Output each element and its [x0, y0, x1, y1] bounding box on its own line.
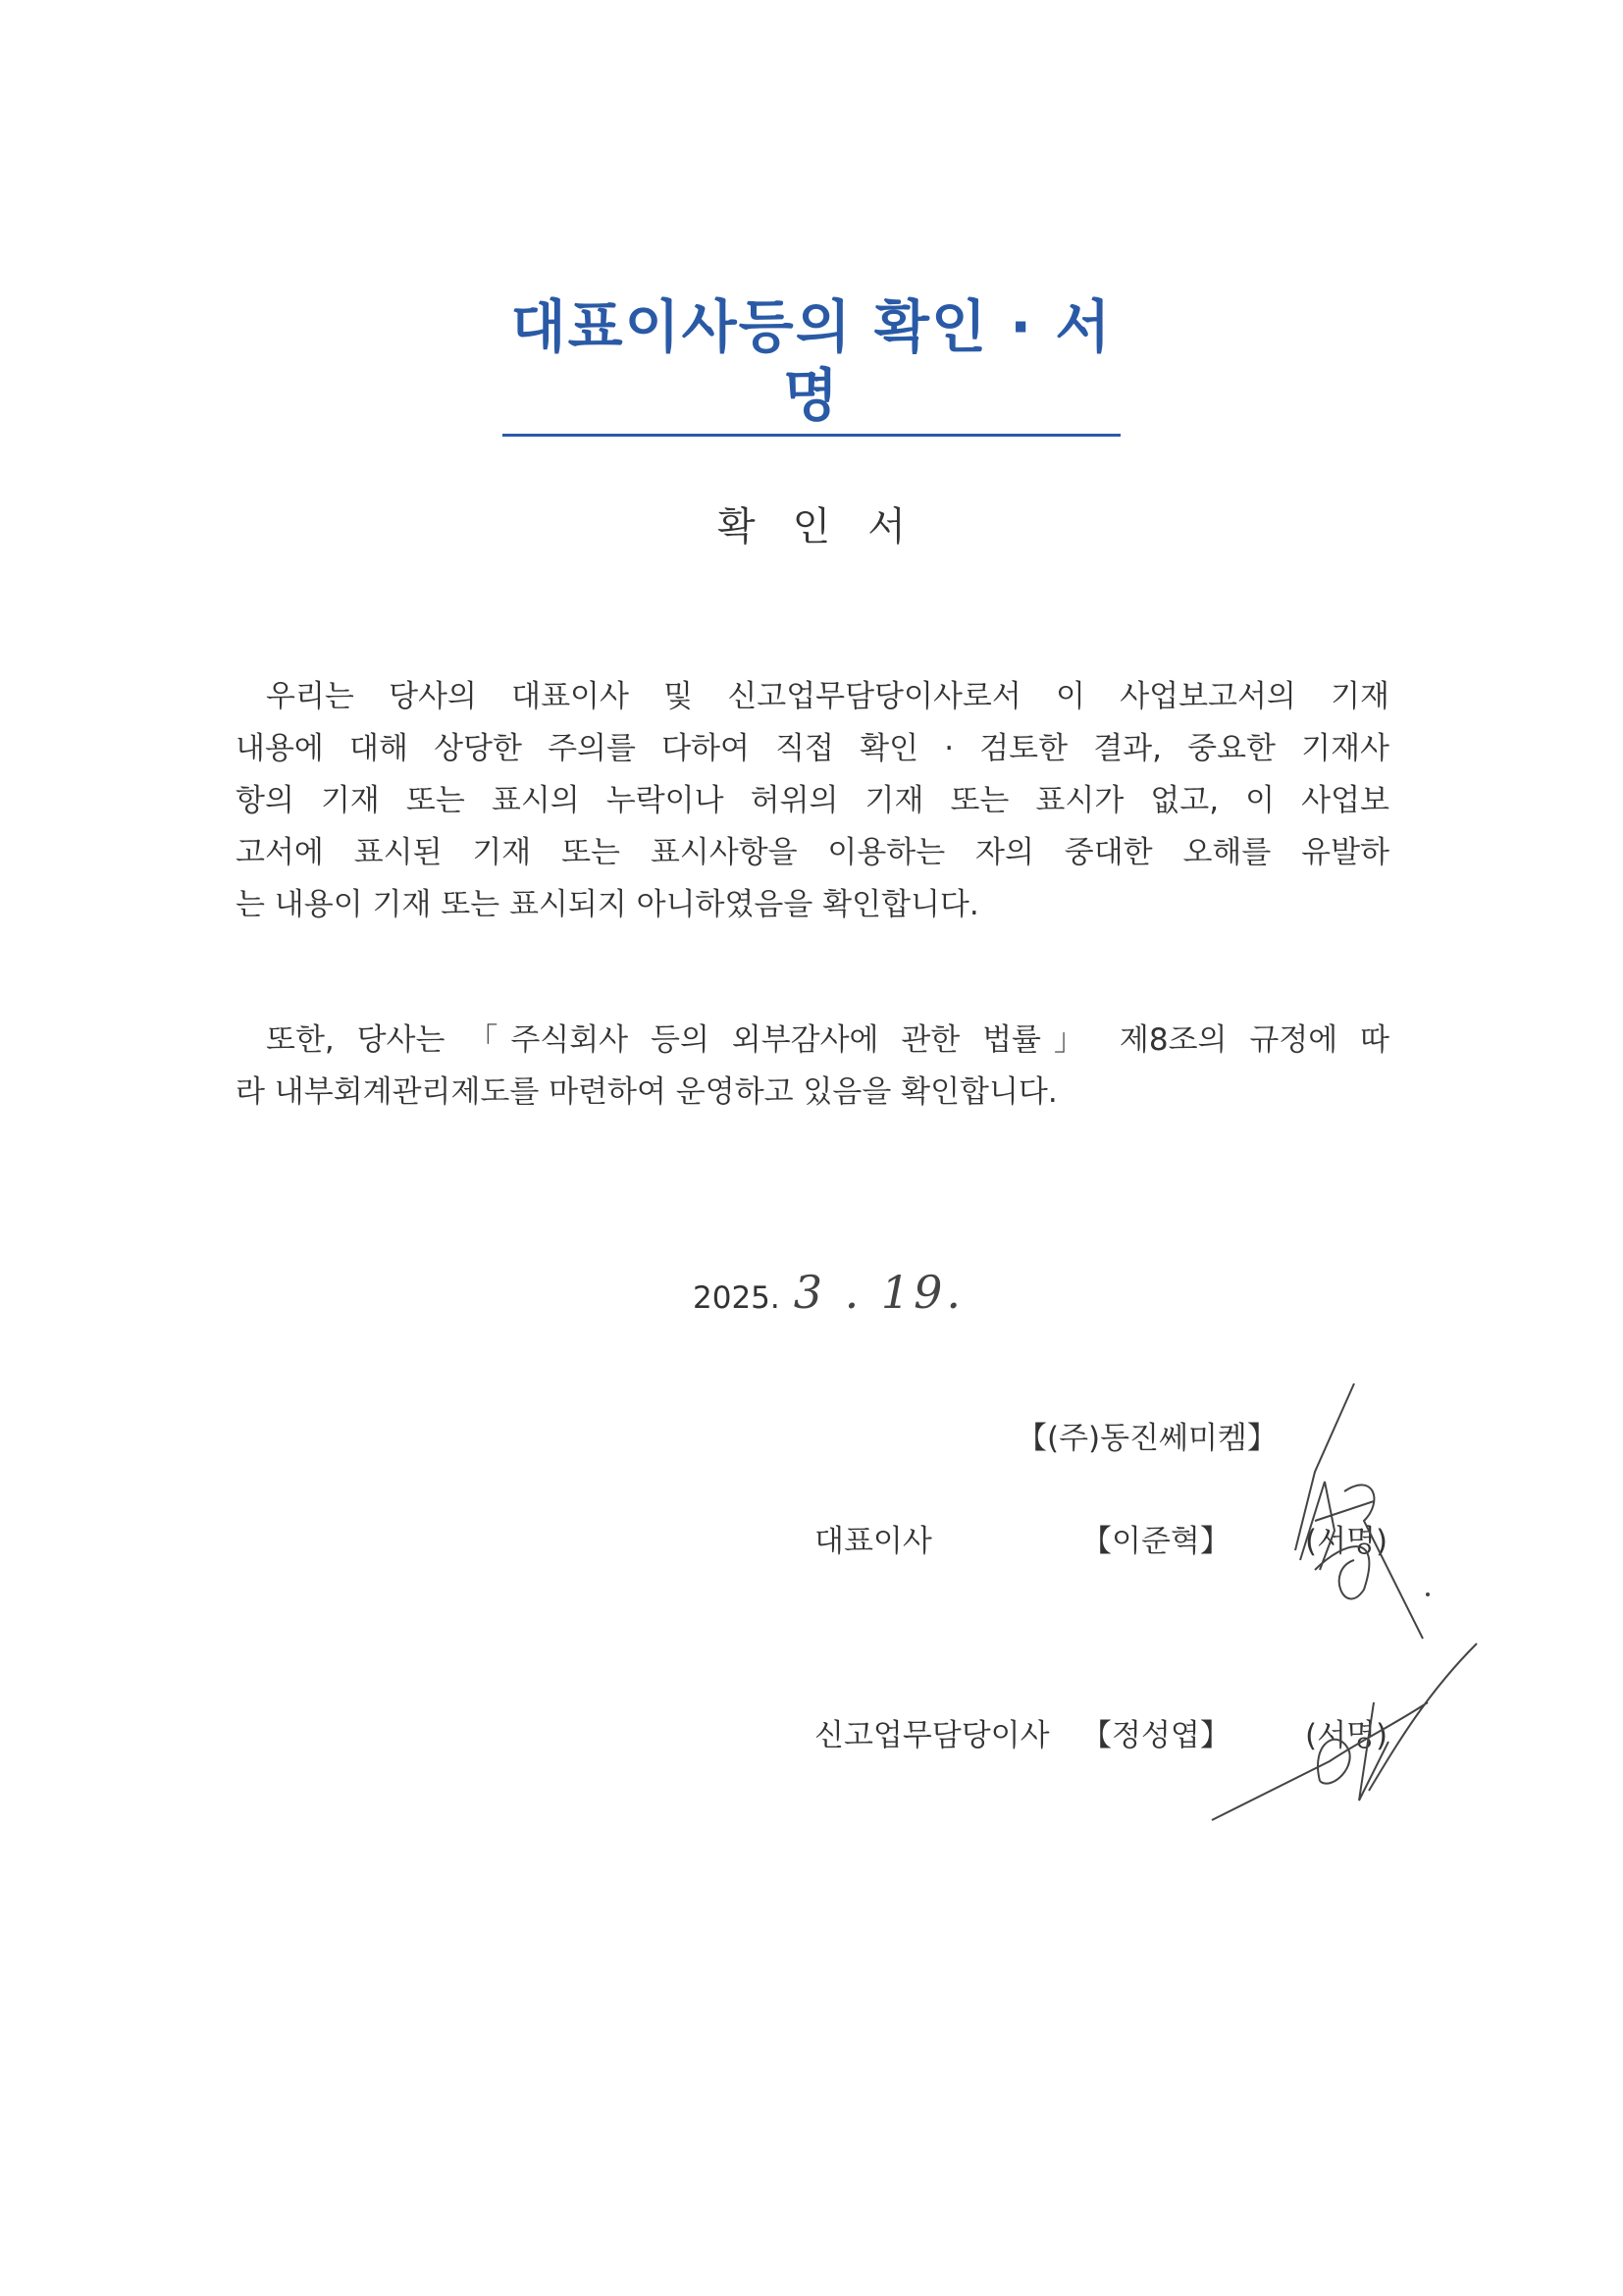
signatory-role: 대표이사	[814, 1524, 932, 1559]
document-title: 대표이사등의 확인 · 서명	[502, 292, 1121, 437]
document-subtitle: 확인서	[717, 504, 943, 549]
signatory-name: 【정성엽】	[1081, 1718, 1230, 1753]
ceo-signature	[1256, 1374, 1452, 1658]
paragraph-line: 고서에 표시된 기재 또는 표시사항을 이용하는 자의 중대한 오해를 유발하	[236, 835, 1389, 870]
sign-label: (서명)	[1305, 1524, 1388, 1559]
date	[693, 1266, 965, 1319]
company-name: 【(주)동진쎄미켐】	[1017, 1421, 1278, 1456]
paragraph-line: 라 내부회계관리제도를 마련하여 운영하고 있음을 확인합니다.	[236, 1074, 1058, 1110]
paragraph-line: 우리는 당사의 대표이사 및 신고업무담당이사로서 이 사업보고서의 기재	[266, 679, 1389, 714]
paragraph-line: 항의 기재 또는 표시의 누락이나 허위의 기재 또는 표시가 없고, 이 사업보	[236, 783, 1389, 818]
signatory-role: 신고업무담당이사	[814, 1718, 1050, 1753]
paragraph-line: 내용에 대해 상당한 주의를 다하여 직접 확인 · 검토한 결과, 중요한 기재사	[236, 731, 1389, 766]
reporting-officer-signature	[1202, 1634, 1496, 1830]
sign-label: (서명)	[1305, 1718, 1388, 1753]
paragraph-line: 또한, 당사는 「주식회사 등의 외부감사에 관한 법률」 제8조의 규정에 따	[266, 1022, 1389, 1058]
date-printed: 2025.	[693, 1280, 780, 1316]
date-handwritten: 3 . 19.	[793, 1266, 966, 1319]
paragraph-internal-control	[236, 1015, 1389, 1119]
signatory-name: 【이준혁】	[1081, 1524, 1230, 1559]
paragraph-line: 는 내용이 기재 또는 표시되지 아니하였음을 확인합니다.	[236, 887, 979, 922]
paragraph-confirmation	[236, 671, 1389, 931]
